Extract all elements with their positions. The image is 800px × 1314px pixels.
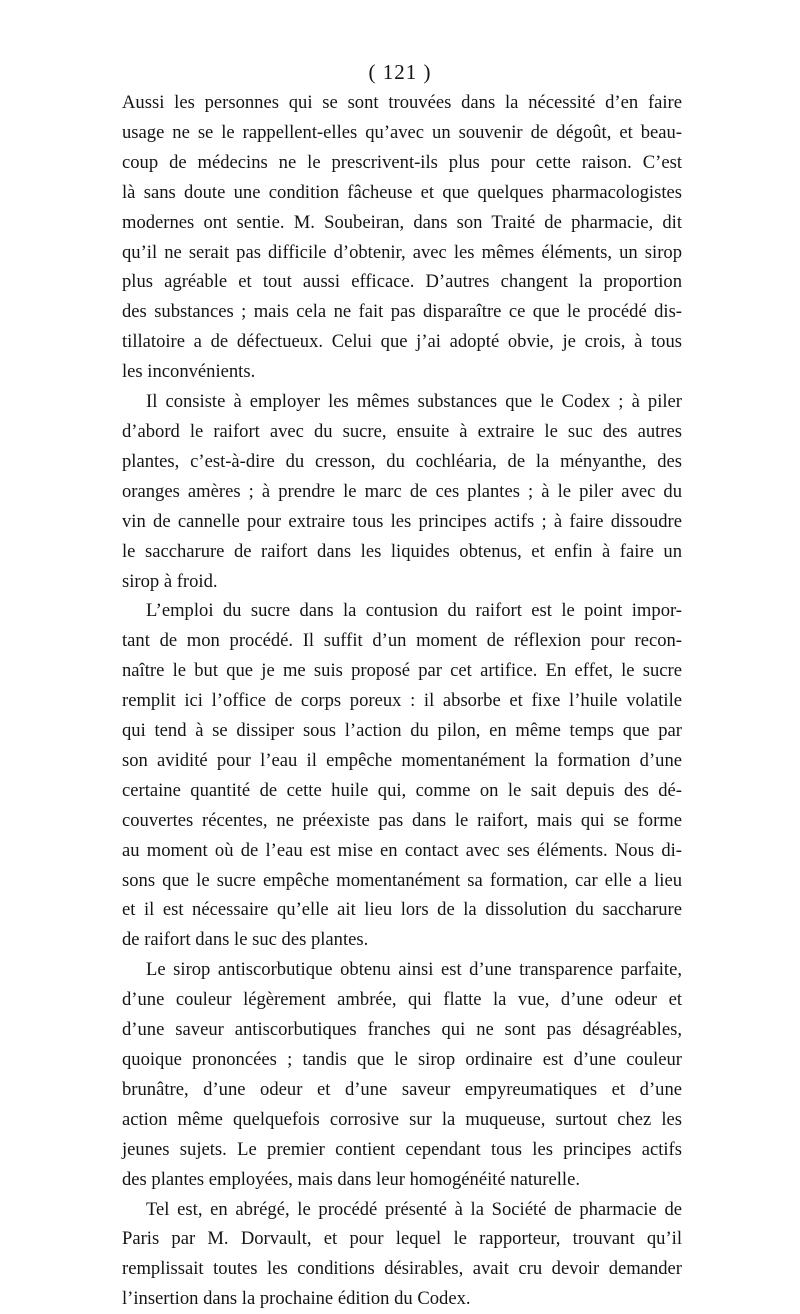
text-line: Le sirop antiscorbutique obtenu ainsi est d’une transparence parfaite, bbox=[146, 959, 682, 981]
text-line: les inconvénients. bbox=[122, 361, 256, 383]
text-line: au moment où de l’eau est mise en contact avec ses éléments. Nous di- bbox=[122, 839, 682, 861]
text-line: naître le but que je me suis proposé par cet artifice. En effet, le sucre bbox=[122, 660, 682, 682]
text-line: d’abord le raifort avec du sucre, ensuite à extraire le suc des autres bbox=[122, 420, 682, 442]
text-line: des plantes employées, mais dans leur homogénéité naturelle. bbox=[122, 1168, 580, 1190]
text-line: Paris par M. Dorvault, et pour lequel le rapporteur, trouvant qu’il bbox=[122, 1228, 682, 1250]
text-line: couvertes récentes, ne préexiste pas dans le raifort, mais qui se forme bbox=[122, 809, 682, 831]
text-line: vin de cannelle pour extraire tous les principes actifs ; à faire dissoudre bbox=[122, 510, 682, 532]
text-line: d’une couleur légèrement ambrée, qui flatte la vue, d’une odeur et bbox=[122, 989, 682, 1011]
text-line: tant de mon procédé. Il suffit d’un moment de réflexion pour recon- bbox=[122, 630, 682, 652]
text-line: remplit ici l’office de corps poreux : il absorbe et fixe l’huile volatile bbox=[122, 690, 682, 712]
text-line: qui tend à se dissiper sous l’action du pilon, en même temps que par bbox=[122, 720, 682, 742]
text-line: action même quelquefois corrosive sur la muqueuse, surtout chez les bbox=[122, 1108, 682, 1130]
text-line: usage ne se le rappellent-elles qu’avec un souvenir de dégoût, et beau- bbox=[122, 121, 682, 143]
text-line: sons que le sucre empêche momentanément sa formation, car elle a lieu bbox=[122, 869, 682, 891]
text-line: l’insertion dans la prochaine édition du Codex. bbox=[122, 1288, 471, 1310]
text-line: L’emploi du sucre dans la contusion du raifort est le point impor- bbox=[146, 600, 682, 622]
text-line: brunâtre, d’une odeur et d’une saveur empyreumatiques et d’une bbox=[122, 1078, 682, 1100]
text-line: Il consiste à employer les mêmes substances que le Codex ; à piler bbox=[146, 391, 682, 413]
paragraph bbox=[122, 1195, 682, 1314]
text-line: d’une saveur antiscorbutiques franches qui ne sont pas désagréables, bbox=[122, 1019, 682, 1041]
paragraph bbox=[122, 955, 682, 1194]
text-line: plantes, c’est-à-dire du cresson, du cochléaria, de la ményanthe, des bbox=[122, 450, 682, 472]
text-line: là sans doute une condition fâcheuse et que quelques pharmacologistes bbox=[122, 181, 682, 203]
text-line: qu’il ne serait pas difficile d’obtenir, avec les mêmes éléments, un sirop bbox=[122, 241, 682, 263]
text-line: modernes ont sentie. M. Soubeiran, dans son Traité de pharmacie, dit bbox=[122, 211, 682, 233]
text-line: Aussi les personnes qui se sont trouvées dans la nécessité d’en faire bbox=[122, 92, 682, 113]
page-number: ( 121 ) bbox=[368, 60, 432, 84]
text-line: le saccharure de raifort dans les liquides obtenus, et enfin à faire un bbox=[122, 540, 682, 562]
text-line: jeunes sujets. Le premier contient cependant tous les principes actifs bbox=[122, 1138, 682, 1160]
paragraph bbox=[122, 596, 682, 955]
text-line: tillatoire a de défectueux. Celui que j’ai adopté obvie, je crois, à tous bbox=[122, 331, 682, 353]
text-line: son avidité pour l’eau il empêche momentanément la formation d’une bbox=[122, 749, 682, 771]
text-line: de raifort dans le suc des plantes. bbox=[122, 929, 369, 951]
text-line: coup de médecins ne le prescrivent-ils plus pour cette raison. C’est bbox=[122, 151, 682, 173]
text-line: sirop à froid. bbox=[122, 570, 218, 592]
text-line: oranges amères ; à prendre le marc de ces plantes ; à le piler avec du bbox=[122, 480, 682, 502]
text-line: et il est nécessaire qu’elle ait lieu lors de la dissolution du saccharure bbox=[122, 899, 682, 921]
body-text bbox=[122, 88, 682, 1314]
text-line: remplissait toutes les conditions désirables, avait cru devoir demander bbox=[122, 1258, 682, 1280]
text-line: Tel est, en abrégé, le procédé présenté à la Société de pharmacie de bbox=[146, 1198, 682, 1220]
paragraph bbox=[122, 88, 682, 387]
text-line: certaine quantité de cette huile qui, comme on le sait depuis des dé- bbox=[122, 779, 682, 801]
paragraph bbox=[122, 387, 682, 596]
text-line: quoique prononcées ; tandis que le sirop ordinaire est d’une couleur bbox=[122, 1049, 682, 1070]
text-line: plus agréable et tout aussi efficace. D’autres changent la proportion bbox=[122, 271, 682, 293]
text-line: des substances ; mais cela ne fait pas disparaître ce que le procédé dis- bbox=[122, 301, 682, 323]
